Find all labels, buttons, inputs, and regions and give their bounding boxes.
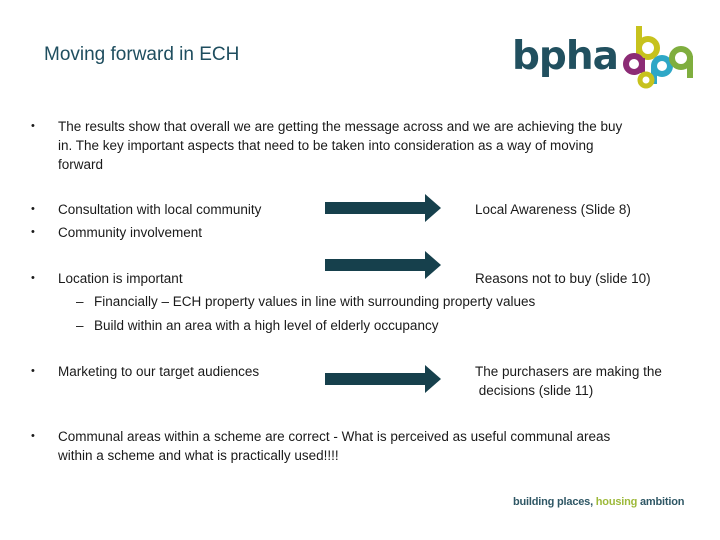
- bpha-logo: [510, 18, 695, 93]
- bullet-marker: •: [31, 365, 35, 377]
- arrow-right-icon: [325, 364, 455, 394]
- row1-item-2: Community involvement: [58, 225, 203, 240]
- arrow-right-icon: [325, 193, 455, 223]
- arrow-right-icon: [325, 250, 455, 280]
- tagline-part-1: building places,: [513, 496, 596, 508]
- bullet-marker: •: [31, 120, 35, 132]
- final-line-1: Communal areas within a scheme are correct - What is perceived as useful communal areas: [58, 429, 611, 444]
- dash-marker: –: [76, 294, 84, 309]
- logo-wordmark: bpha: [512, 34, 618, 79]
- logo-mark-icon: [618, 18, 698, 93]
- intro-line-2: in. The key important aspects that need to be taken into consideration as a way of moving: [58, 138, 594, 153]
- bullet-marker: •: [31, 430, 35, 442]
- row1-result: Local Awareness (Slide 8): [475, 202, 631, 217]
- tagline-part-3: ambition: [637, 496, 685, 508]
- final-line-2: within a scheme and what is practically used!!!!: [58, 448, 339, 463]
- bullet-marker: •: [31, 272, 35, 284]
- intro-line-1: The results show that overall we are getting the message across and we are achieving the buy: [58, 119, 623, 134]
- tagline: [513, 496, 684, 508]
- row3-result-line-1: The purchasers are making the: [475, 364, 662, 379]
- row3-item-1: Marketing to our target audiences: [58, 364, 260, 379]
- bullet-marker: •: [31, 203, 35, 215]
- intro-line-3: forward: [58, 157, 104, 172]
- row3-result-line-2: decisions (slide 11): [475, 383, 594, 398]
- row1-item-1: Consultation with local community: [58, 202, 262, 217]
- row2-sub-item-2: Build within an area with a high level of elderly occupancy: [94, 318, 439, 333]
- tagline-part-2: housing: [595, 496, 638, 508]
- row2-item-1: Location is important: [58, 271, 183, 286]
- slide-title: Moving forward in ECH: [44, 44, 240, 65]
- bullet-marker: •: [31, 226, 35, 238]
- dash-marker: –: [76, 318, 84, 333]
- row2-sub-item-1: Financially – ECH property values in line with surrounding property values: [94, 294, 536, 309]
- row2-result: Reasons not to buy (slide 10): [475, 271, 651, 286]
